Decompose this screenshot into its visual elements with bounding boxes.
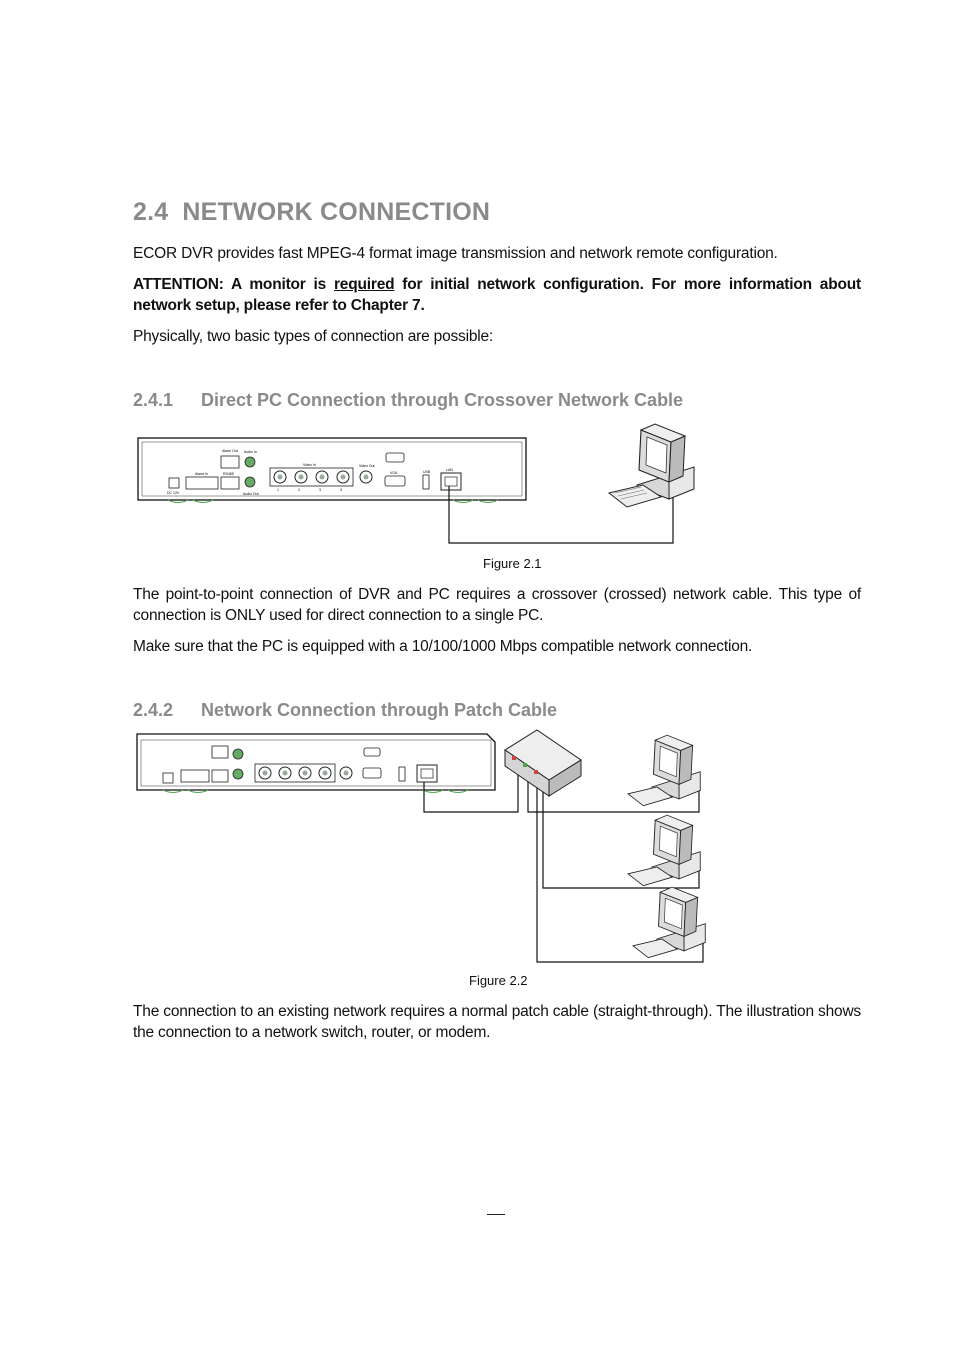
video-in-label: Video In [303,463,316,467]
video-out-label: Video Out [359,464,375,468]
rs485-label: RS485 [223,472,234,476]
network-switch-icon [505,730,581,796]
dvr-rear-panel [138,438,526,503]
attention-required-word: required [333,276,395,293]
subsection-number-1: 2.4.1 [133,390,174,410]
pc-2-icon [628,815,700,886]
subsection-heading-2 [133,700,557,721]
figure-2-1-caption: Figure 2.1 [483,556,542,571]
audio-out-label: Audio Out [243,492,259,496]
figure-2-2-caption: Figure 2.2 [469,973,528,988]
lan-label: LAN [446,468,453,472]
subsection-title-2: Network Connection through Patch Cable [201,700,558,720]
subsection-number-2: 2.4.2 [133,700,174,720]
attention-text-end: for initial network configuration. For more information about network setup, please refer to Chapter 7. [133,276,861,314]
channel-1-label: 1 [277,488,279,492]
alarm-out-label: Alarm Out [222,449,238,453]
dc-label: DC 12V [167,491,180,495]
audio-in-label: Audio In [244,450,257,454]
vga-label: VGA [390,471,398,475]
page-number-rule [487,1214,505,1215]
patch-cable-paragraph: The connection to an existing network requires a normal patch cable (straight-through). The illustration shows the connection to a network switch, router, or modem. [133,1003,861,1041]
figure-2-1-diagram [133,420,733,550]
pc-workstation-icon [609,424,694,507]
section-title: NETWORK CONNECTION [182,198,491,226]
dvr-rear-panel-2 [137,734,495,793]
section-heading [133,198,490,227]
pc-1-icon [628,735,700,806]
subsection-title-1: Direct PC Connection through Crossover Network Cable [201,390,684,410]
pc-requirement-paragraph: Make sure that the PC is equipped with a 10/100/1000 Mbps compatible network connection. [133,638,753,655]
figure-2-2-diagram [133,728,723,968]
attention-paragraph [133,274,861,316]
intro-paragraph: ECOR DVR provides fast MPEG-4 format image transmission and network remote configuration. [133,245,778,262]
channel-4-label: 4 [340,488,342,492]
subsection-heading-1 [133,390,683,411]
alarm-in-label: Alarm In [195,472,209,476]
attention-text-start: ATTENTION: A monitor is [133,276,334,293]
physically-paragraph: Physically, two basic types of connection are possible: [133,328,494,345]
usb-label: USB [423,470,431,474]
channel-3-label: 3 [319,488,321,492]
crossover-paragraph: The point-to-point connection of DVR and PC requires a crossover (crossed) network cable. This type of connection is ONLY used for direct connection to a single PC. [133,586,861,624]
section-number: 2.4 [133,198,169,226]
pc-3-icon [633,887,705,958]
channel-2-label: 2 [298,488,300,492]
